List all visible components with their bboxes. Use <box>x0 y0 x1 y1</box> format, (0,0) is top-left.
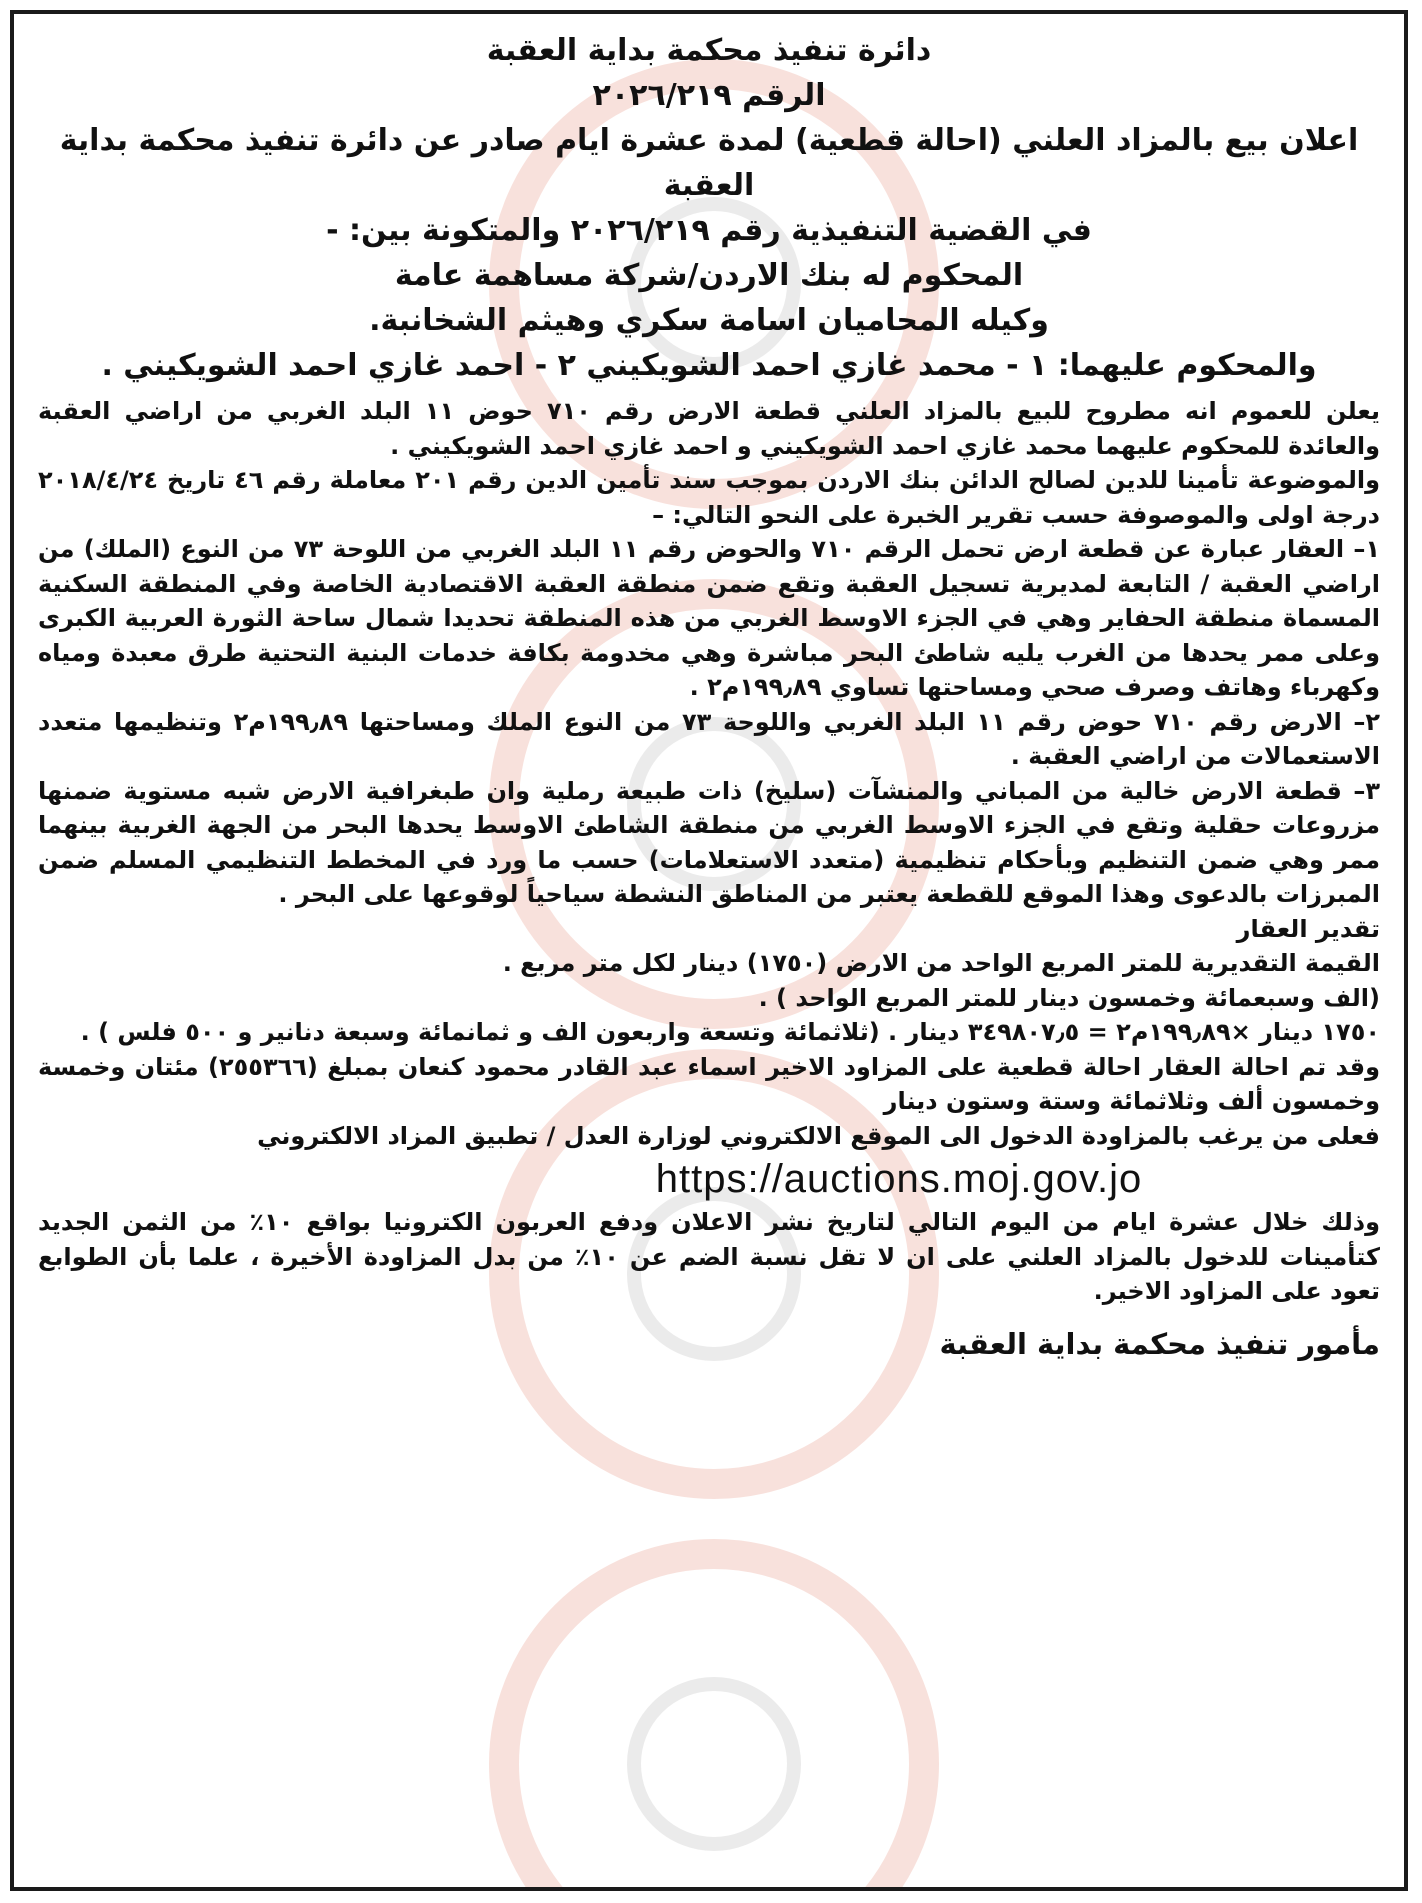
plaintiff-line: المحكوم له بنك الاردن/شركة مساهمة عامة <box>394 258 1024 293</box>
case-number: الرقم ٢٠٢٦/٢١٩ <box>592 78 826 113</box>
announcement-body <box>38 394 1380 1309</box>
announcement-frame <box>10 10 1408 1891</box>
announcement-line-1: اعلان بيع بالمزاد العلني (احالة قطعية) لمدة عشرة ايام صادر عن دائرة تنفيذ محكمة بداية العقبة <box>59 123 1359 203</box>
valuation-line-3: ١٧٥٠ دينار ×١٩٩٫٨٩م٢ = ٣٤٩٨٠٧٫٥ دينار . (ثلاثمائة وتسعة واربعون الف و ثمانمائة وسبعة دنانير و ٥٠٠ فلس ) . <box>80 1018 1380 1046</box>
paragraph-item-2: ٢– الارض رقم ٧١٠ حوض رقم ١١ البلد الغربي واللوحة ٧٣ من النوع الملك ومساحتها ١٩٩٫٨٩م٢ وتنظيمها متعدد الاستعمالات من اراضي العقبة . <box>38 707 1381 770</box>
announcement-content <box>38 28 1380 1877</box>
valuation-line-2: (الف وسبعمائة وخمسون دينار للمتر المربع الواحد ) . <box>758 983 1380 1012</box>
auction-url-link[interactable]: https://auctions.moj.gov.jo <box>655 1157 1143 1201</box>
award-line: وقد تم احالة العقار احالة قطعية على المزاود الاخير اسماء عبد القادر محمود كنعان بمبلغ (٢٥٥٣٦٦) مئتان وخمسة وخمسون ألف وثلاثمائة وستة وستون دينار <box>38 1052 1380 1115</box>
bidding-instructions: فعلى من يرغب بالمزاودة الدخول الى الموقع الالكتروني لوزارة العدل / تطبيق المزاد الالكتروني <box>257 1121 1380 1150</box>
announcement-line-2: في القضية التنفيذية رقم ٢٠٢٦/٢١٩ والمتكونة بين: - <box>326 213 1092 248</box>
lawyers-line: وكيله المحاميان اسامة سكري وهيثم الشخانبة. <box>369 303 1049 338</box>
defendants-line: والمحكوم عليهما: ١ - محمد غازي احمد الشويكيني ٢ - احمد غازي احمد الشويكيني . <box>101 348 1317 383</box>
deposit-terms: وذلك خلال عشرة ايام من اليوم التالي لتاريخ نشر الاعلان ودفع العربون الكترونيا بواقع ١٠٪ من الثمن الجديد كتأمينات للدخول بالمزاد العلني على ان لا تقل نسبة الضم عن ١٠٪ من بدل المزاودة الأخيرة ، علما بأن الطوابع تعود على المزاود الاخير. <box>38 1208 1380 1305</box>
paragraph-item-1: ١– العقار عبارة عن قطعة ارض تحمل الرقم ٧١٠ والحوض رقم ١١ البلد الغربي من اللوحة ٧٣ من النوع (الملك) من اراضي العقبة / التابعة لمديرية تسجيل العقبة وتقع ضمن منطقة العقبة الاقتصادية الخاصة وفي المنطقة السكنية المسماة منطقة الحفاير وهي في الجزء الاوسط الغربي من هذه المنطقة تحديدا شمال ساحة الثورة العربية الكبرى وعلى ممر يحدها من الغرب يليه شاطئ البحر مباشرة وهي مخدومة بكافة خدمات البنية التحتية طرق معبدة ومياه وكهرباء وهاتف وصرف صحي ومساحتها تساوي ١٩٩٫٨٩م٢ . <box>38 535 1380 701</box>
valuation-title: تقدير العقار <box>1236 914 1380 943</box>
valuation-line-1: القيمة التقديرية للمتر المربع الواحد من الارض (١٧٥٠) دينار لكل متر مربع . <box>502 949 1380 977</box>
paragraph-item-3: ٣– قطعة الارض خالية من المباني والمنشآت (سليخ) ذات طبيعة رملية وان طبغرافية الارض شبه مستوية ضمنها مزروعات حقلية وتقع في الجزء الاوسط الغربي من منطقة الشاطئ الاوسط يحدها البحر من الجهة الغربية بينهما ممر وهي ضمن التنظيم وبأحكام تنظيمية (متعدد الاستعلامات) حسب ما ورد في المخطط التنظيمي المسلم ضمن المبرزات بالدعوى وهذا الموقع للقطعة يعتبر من المناطق النشطة سياحياً لوقوعها على البحر . <box>38 776 1380 908</box>
signature: مأمور تنفيذ محكمة بداية العقبة <box>939 1326 1380 1361</box>
announcement-header <box>38 28 1380 394</box>
paragraph-sale: يعلن للعموم انه مطروح للبيع بالمزاد العلني قطعة الارض رقم ٧١٠ حوض ١١ البلد الغربي من اراضي العقبة والعائدة للمحكوم عليهما محمد غازي احمد الشويكيني و احمد غازي احمد الشويكيني . <box>38 397 1380 460</box>
paragraph-mortgage: والموضوعة تأمينا للدين لصالح الدائن بنك الاردن بموجب سند تأمين الدين رقم ٢٠١ معاملة رقم ٤٦ تاريخ ٢٠١٨/٤/٢٤ درجة اولى والموصوفة حسب تقرير الخبرة على النحو التالي: – <box>38 466 1381 529</box>
court-title: دائرة تنفيذ محكمة بداية العقبة <box>486 33 932 68</box>
